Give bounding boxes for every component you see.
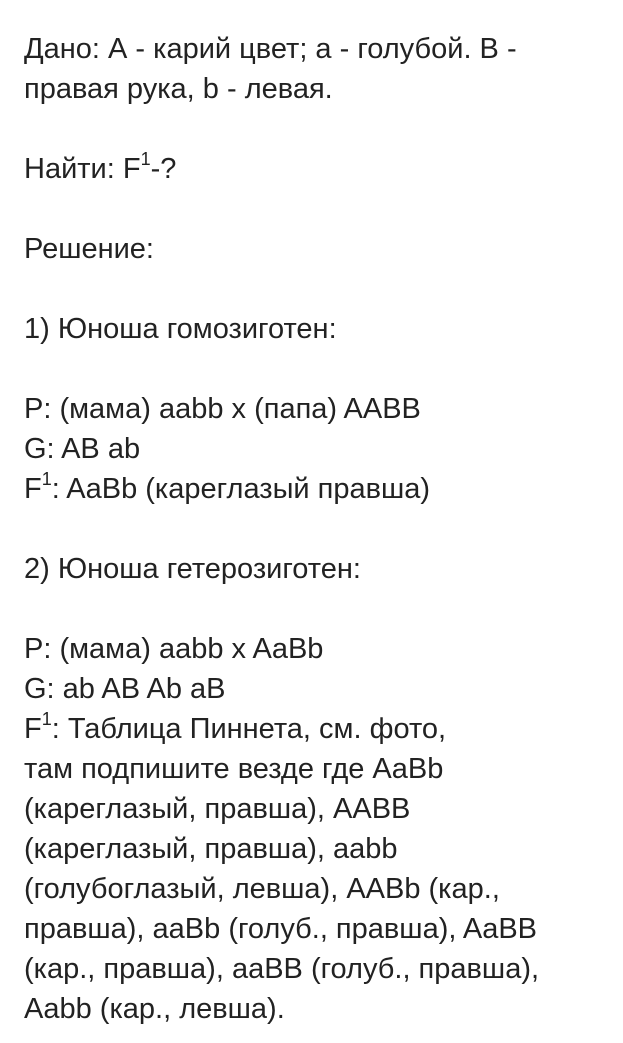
given-line-1: Дано: А - карий цвет; а - голубой. В - [24, 33, 517, 65]
case2-offspring-line-2: там подпишите везде где AaBb [24, 753, 444, 785]
case2-offspring-line-3: (кареглазый, правша), AABB [24, 793, 411, 825]
case2-offspring-line-1 [24, 709, 623, 749]
case2-heading: 2) Юноша гетерозиготен: [24, 553, 361, 585]
solution-heading: Решение: [24, 233, 154, 265]
case2-gametes: G: ab AB Ab aB [24, 673, 226, 705]
find-line [24, 149, 623, 189]
given-line-2: правая рука, b - левая. [24, 73, 333, 105]
case2-f-superscript: 1 [41, 709, 52, 730]
case2-offspring-line-5: (голубоглазый, левша), AABb (кар., [24, 873, 500, 905]
case2-f-prefix: F [24, 713, 42, 745]
spacer [24, 349, 623, 389]
case2-f-text: : Таблица Пиннета, см. фото, [51, 713, 447, 745]
spacer [24, 269, 623, 309]
spacer [24, 109, 623, 149]
find-superscript: 1 [140, 149, 151, 170]
spacer [24, 589, 623, 629]
case1-parents: P: (мама) aabb x (папа) AABB [24, 393, 421, 425]
case1-heading: 1) Юноша гомозиготен: [24, 313, 337, 345]
case1-f-prefix: F [24, 473, 42, 505]
case2-offspring-line-7: (кар., правша), aaBB (голуб., правша), [24, 953, 540, 985]
case1-offspring [24, 469, 623, 509]
case2-offspring-line-4: (кареглазый, правша), aabb [24, 833, 398, 865]
case1-f-text: : AaBb (кареглазый правша) [51, 473, 431, 505]
find-prefix: Найти: F [24, 153, 141, 185]
case2-offspring-line-6: правша), aaBb (голуб., правша), AaBB [24, 913, 538, 945]
find-suffix: -? [150, 153, 177, 185]
case2-parents: P: (мама) aabb x AaBb [24, 633, 324, 665]
document-body [24, 29, 623, 1029]
case1-gametes: G: AB ab [24, 433, 141, 465]
spacer [24, 509, 623, 549]
case1-f-superscript: 1 [41, 469, 52, 490]
case2-offspring-line-8: Aabb (кар., левша). [24, 993, 285, 1025]
spacer [24, 189, 623, 229]
